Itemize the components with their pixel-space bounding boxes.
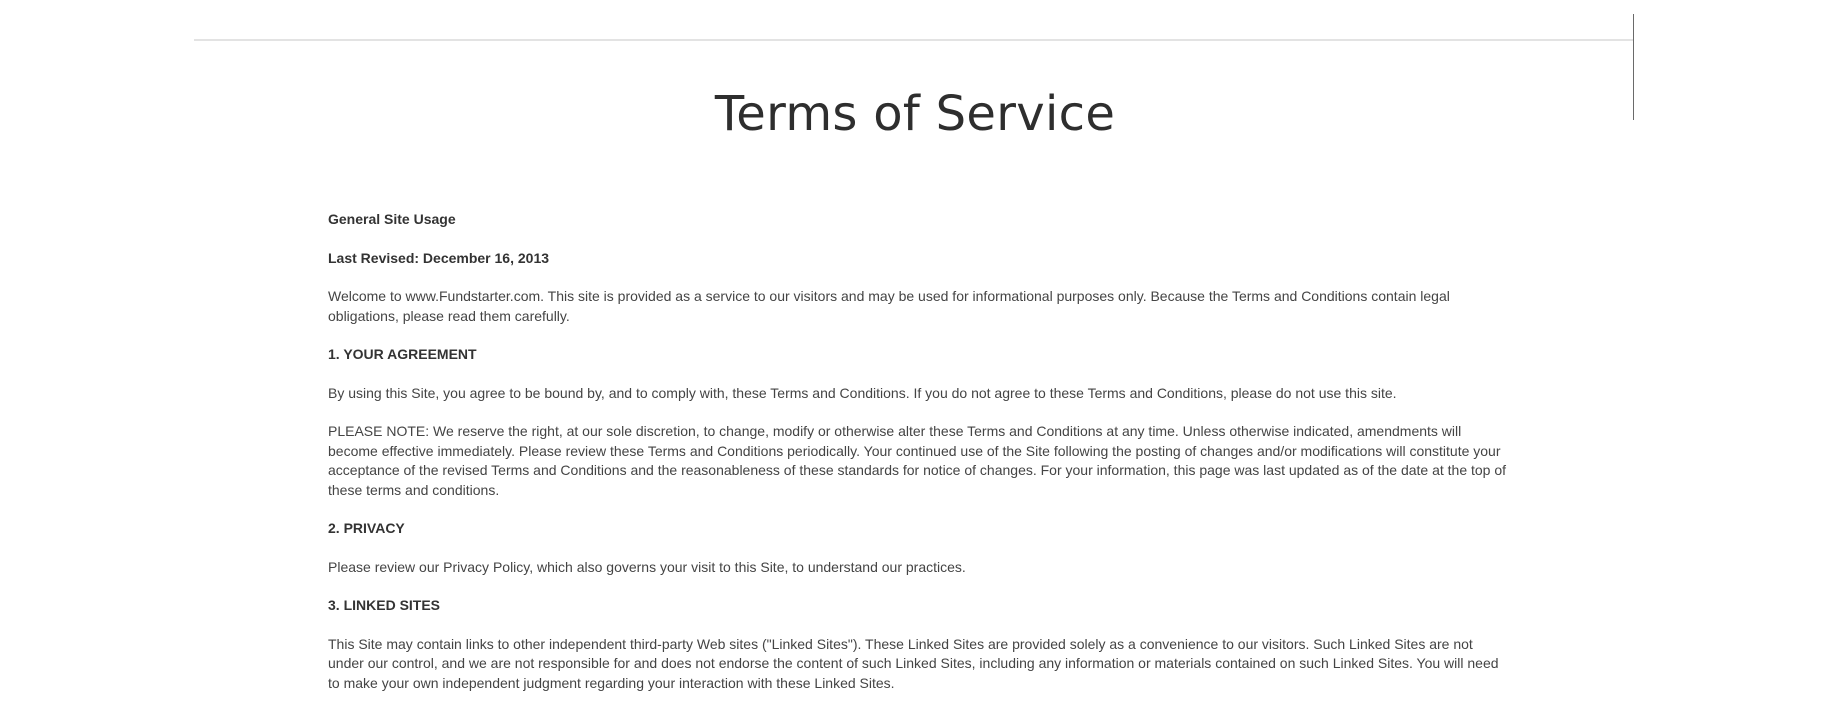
terms-content <box>328 210 1508 712</box>
last-revised: Last Revised: December 16, 2013 <box>328 249 550 266</box>
section-heading-linked-sites: 3. LINKED SITES <box>328 597 441 613</box>
linked-sites-paragraph: This Site may contain links to other independent third-party Web sites ("Linked Sites"). These Linked Sites are provided solely as a convenience to our visitors. Such Linked Sites are not under our control, and we are not responsible for and does not endorse the content of such Linked Sites, including any information or materials contained on such Linked Sites. You will need to make your own independent judgment regarding your interaction with these Linked Sites. <box>328 635 1499 691</box>
page-title: Terms of Service <box>714 86 1116 142</box>
usage-heading: General Site Usage <box>328 211 456 227</box>
agreement-paragraph: By using this Site, you agree to be bound by, and to comply with, these Terms and Conditions. If you do not agree to these Terms and Conditions, please do not use this site. <box>328 384 1397 401</box>
intro-paragraph: Welcome to www.Fundstarter.com. This site is provided as a service to our visitors and may be used for informational purposes only. Because the Terms and Conditions contain legal obligations, please read them carefully. <box>328 288 1450 324</box>
privacy-paragraph: Please review our Privacy Policy, which also governs your visit to this Site, to understand our practices. <box>328 558 966 575</box>
section-heading-privacy: 2. PRIVACY <box>328 520 405 536</box>
please-note-paragraph: PLEASE NOTE: We reserve the right, at our sole discretion, to change, modify or otherwise alter these Terms and Conditions at any time. Unless otherwise indicated, amendments will become effective immediately. Please review these Terms and Conditions periodically. Your continued use of the Site following the posting of changes and/or modifications will constitute your acceptance of the revised Terms and Conditions and the reasonableness of these standards for notice of changes. For your information, this page was last updated as of the date at the top of these terms and conditions. <box>328 423 1507 498</box>
header-divider <box>194 39 1634 41</box>
section-heading-agreement: 1. YOUR AGREEMENT <box>328 346 477 362</box>
